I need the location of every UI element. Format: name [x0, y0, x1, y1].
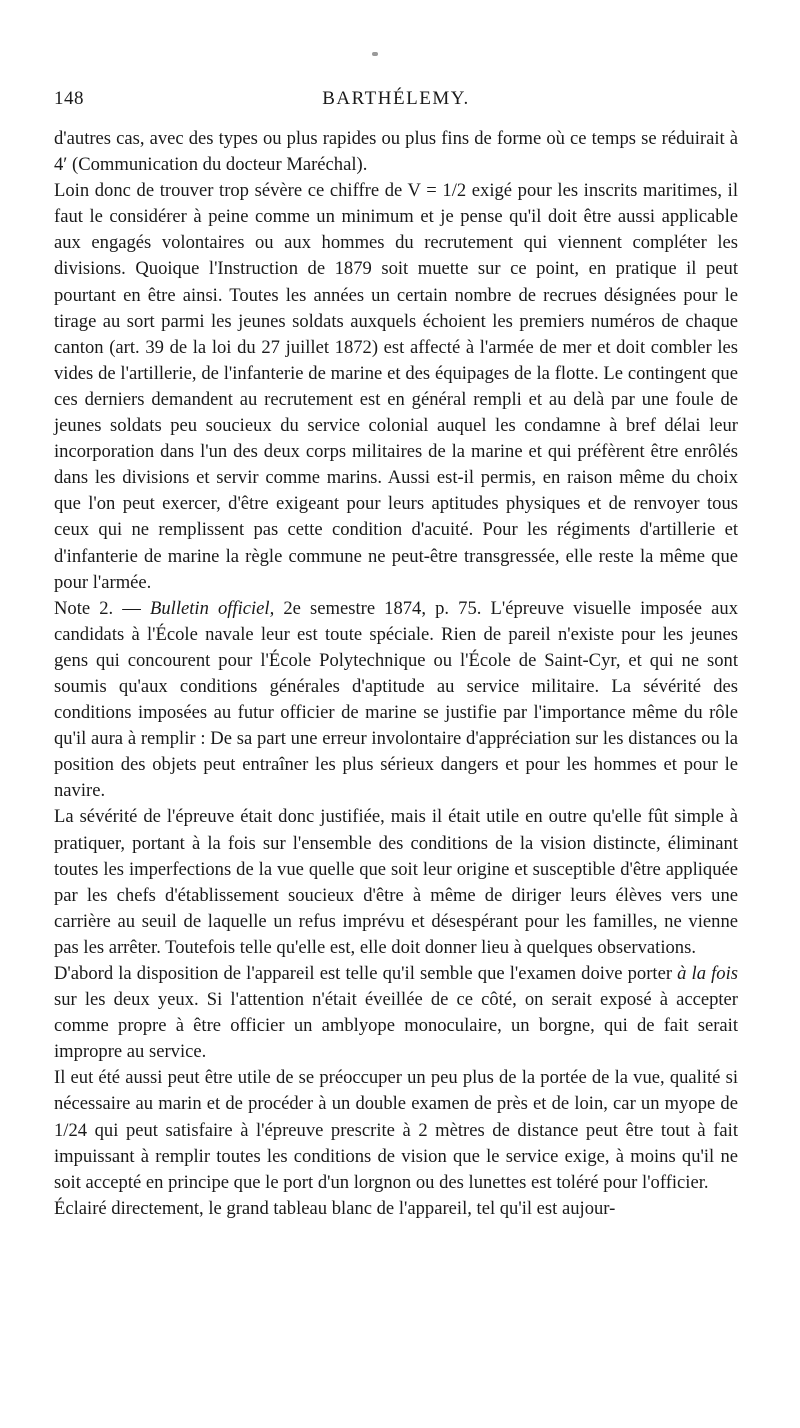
paragraph-text: sur les deux yeux. Si l'attention n'était éveillée de ce côté, on serait exposé à accepter comme propre à être officier un amblyope monoculaire, un borgne, qui de fait serait impropre au service. — [54, 989, 738, 1063]
paragraph: Il eut été aussi peut être utile de se préoccuper un peu plus de la portée de la vue, qualité si nécessaire au marin et de procéder à un double examen de près et de loin, car un myope de 1/24 qui peut satisfaire à l'épreuve prescrite à 2 mètres de distance peut être tout à fait impuissant à remplir toutes les conditions de vision que le service exige, à moins qu'il ne soit accepté en principe que le port d'un lorgnon ou des lunettes est toléré pour l'officier. — [54, 1067, 738, 1193]
paragraph — [54, 961, 738, 1065]
page-number: 148 — [54, 88, 84, 109]
paragraph: Éclairé directement, le grand tableau blanc de l'appareil, tel qu'il est aujour- — [54, 1197, 616, 1219]
document-page — [54, 88, 738, 1222]
note-paragraph — [54, 596, 738, 805]
paragraph: La sévérité de l'épreuve était donc justifiée, mais il était utile en outre qu'elle fût simple à pratiquer, portant à la fois sur l'ensemble des conditions de la vision distincte, éliminant toutes les imperfections de la vue quelle que soit leur origine et susceptible d'être appliquée par les chefs d'établissement soucieux d'être à même de diriger leurs élèves vers une carrière au seuil de laquelle un refus imprévu et désespérant pour les familles, ne vienne pas les arrêter. Toutefois telle qu'elle est, elle doit donner lieu à quelques observations. — [54, 806, 738, 958]
note-label: Note 2. — — [54, 597, 150, 619]
body-text — [54, 126, 738, 1222]
paragraph: Loin donc de trouver trop sévère ce chiffre de V = 1/2 exigé pour les inscrits maritimes, il faut le considérer à peine comme un minimum et je pense qu'il doit être aussi applicable aux engagés volontaires ou aux hommes du recrutement qui viennent compléter les divisions. Quoique l'Instruction de 1879 soit muette sur ce point, en pratique il peut pourtant en être ainsi. Toutes les années un certain nombre de recrues désignées pour le tirage au sort parmi les jeunes soldats auxquels échoient les premiers numéros de chaque canton (art. 39 de la loi du 27 juillet 1872) est affecté à l'armée de mer et doit combler les vides de l'artillerie, de l'infanterie de marine et des équipages de la flotte. Le contingent que ces derniers demandent au recrutement est en général rempli et au delà par une foule de jeunes soldats peu soucieux du service colonial auquel les condamne à bref délai leur incorporation dans l'un des deux corps militaires de la marine et qui préfèrent être enrôlés dans les divisions et servir comme marins. Aussi est-il permis, en raison même du choix que l'on peut exercer, d'être exigeant pour leurs aptitudes physiques et de renvoyer tous ceux qui ne remplissent pas cette condition d'acuité. Pour les régiments d'artillerie et d'infanterie de marine la règle commune ne peut-être transgressée, elle reste la même que pour l'armée. — [54, 180, 738, 593]
paragraph-text: D'abord la disposition de l'appareil est telle qu'il semble que l'examen doive porter — [54, 963, 678, 984]
note-text: 2e semestre 1874, p. 75. L'épreuve visuelle imposée aux candidats à l'École navale leur est toute spéciale. Rien de pareil n'existe pour les jeunes gens qui concourent pour l'École Polytechnique ou l'École de Saint-Cyr, et qui ne sont soumis qu'aux conditions générales d'aptitude au service militaire. La sévérité des conditions imposées au futur officier de marine se justifie par l'importance même du rôle qu'il aura à remplir : De sa part une erreur involontaire d'appréciation sur les distances ou la position des objets peut entraîner les plus sérieux dangers et pour les hommes et pour le navire. — [54, 597, 738, 802]
note-source: Bulletin officiel, — [150, 597, 275, 619]
running-head — [54, 88, 738, 118]
paragraph-emphasis: à la fois — [677, 963, 739, 984]
paragraph: d'autres cas, avec des types ou plus rapides ou plus fins de forme où ce temps se réduirait à 4′ (Communication du docteur Maréchal). — [54, 128, 738, 176]
print-mark — [372, 52, 378, 56]
running-title: BARTHÉLEMY. — [322, 88, 470, 109]
